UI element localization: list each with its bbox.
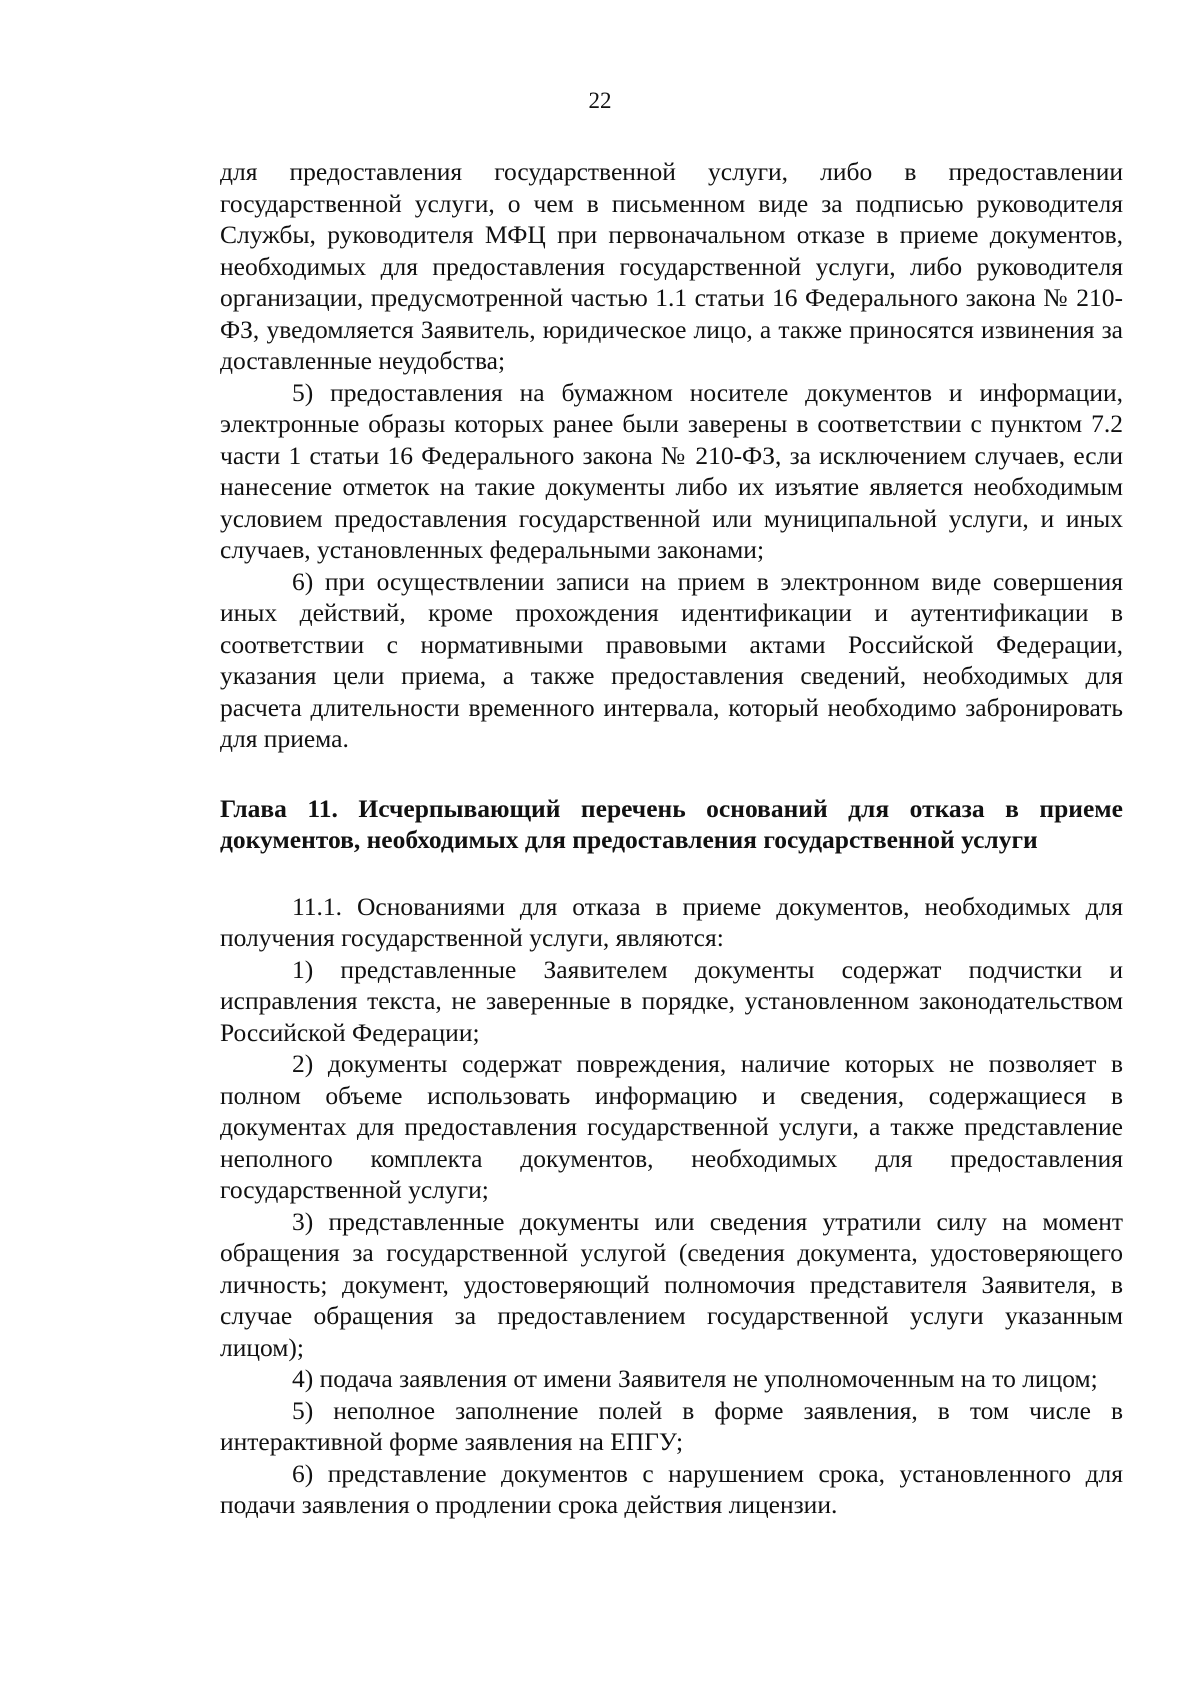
chapter-heading: Глава 11. Исчерпывающий перечень оснований для отказа в приеме документов, необходимых для предоставления государственной услуги	[220, 793, 1123, 854]
page-number: 22	[588, 88, 612, 113]
ground-item-4: 4) подача заявления от имени Заявителя не уполномоченным на то лицом;	[292, 1364, 1098, 1393]
document-body	[220, 156, 1123, 1521]
list-item-6: 6) при осуществлении записи на прием в электронном виде совершения иных действий, кроме прохождения идентификации и аутентификации в соответствии с нормативными правовыми актами Российской Федерации, указания цели приема, а также предоставления сведений, необходимых для расчета длительности временного интервала, который необходимо забронировать для приема.	[220, 566, 1123, 753]
ground-item-5: 5) неполное заполнение полей в форме заявления, в том числе в интерактивной форме заявления на ЕПГУ;	[220, 1395, 1123, 1456]
list-item-5: 5) предоставления на бумажном носителе документов и информации, электронные образы которых ранее были заверены в соответствии с пунктом 7.2 части 1 статьи 16 Федерального закона № 210-ФЗ, за исключением случаев, если нанесение отметок на такие документы либо их изъятие является необходимым условием предоставления государственной или муниципальной услуги, и иных случаев, установленных федеральными законами;	[220, 377, 1123, 564]
paragraph-continuation: для предоставления государственной услуги, либо в предоставлении государственной услуги, о чем в письменном виде за подписью руководителя Службы, руководителя МФЦ при первоначальном отказе в приеме документов, необходимых для предоставления государственной услуги, либо руководителя организации, предусмотренной частью 1.1 статьи 16 Федерального закона № 210-ФЗ, уведомляется Заявитель, юридическое лицо, а также приносятся извинения за доставленные неудобства;	[220, 157, 1123, 375]
clause-11-1: 11.1. Основаниями для отказа в приеме документов, необходимых для получения государственной услуги, являются:	[220, 891, 1123, 952]
ground-item-2: 2) документы содержат повреждения, наличие которых не позволяет в полном объеме использовать информацию и сведения, содержащиеся в документах для предоставления государственной услуги, а также представление неполного комплекта документов, необходимых для предоставления государственной услуги;	[220, 1049, 1123, 1204]
ground-item-3: 3) представленные документы или сведения утратили силу на момент обращения за государственной услугой (сведения документа, удостоверяющего личность; документ, удостоверяющий полномочия представителя Заявителя, в случае обращения за предоставлением государственной услуги указанным лицом);	[220, 1206, 1123, 1362]
ground-item-6: 6) представление документов с нарушением срока, установленного для подачи заявления о продлении срока действия лицензии.	[220, 1458, 1123, 1519]
ground-item-1: 1) представленные Заявителем документы содержат подчистки и исправления текста, не заверенные в порядке, установленном законодательством Российской Федерации;	[220, 954, 1123, 1047]
